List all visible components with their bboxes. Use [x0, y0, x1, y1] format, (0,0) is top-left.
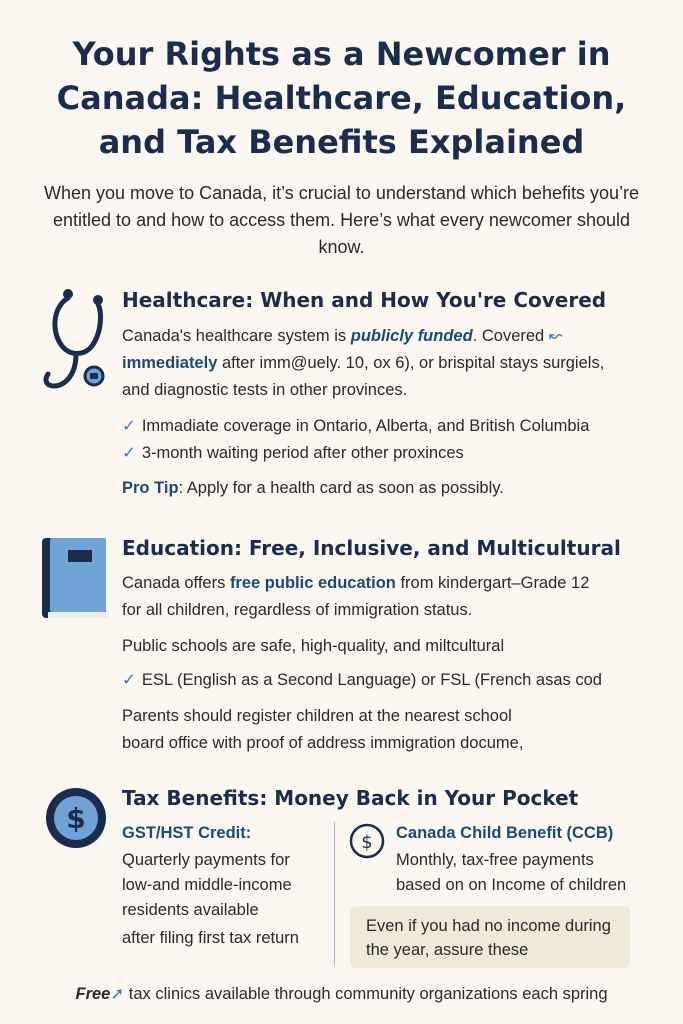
- education-text-line4: Parents should register children at the nearest school: [122, 707, 512, 725]
- gst-credit-line4: after filing first tax return: [122, 929, 299, 947]
- healthcare-text-line2: immediately after imm@uely. 10, ox 6), or brispital stays surgiels,: [122, 354, 605, 372]
- checkmark-icon: ✓: [122, 671, 136, 689]
- arrow-icon: ➚: [110, 985, 125, 1003]
- education-text-line3: Public schools are safe, high-quality, and miltcultural: [122, 637, 505, 655]
- education-text-line1: Canada offers free public education from kindergart–Grade 12: [122, 574, 590, 592]
- intro-paragraph: When you move to Canada, it’s crucial to understand which behefits you’re entitled to and how to access them. Here’s what every newcomer should know.: [44, 183, 639, 257]
- tax-note-box: [350, 906, 630, 968]
- education-check-1: ✓ ESL (English as a Second Language) or FSL (French asas cod: [122, 671, 602, 689]
- healthcare-pro-tip: Pro Tip: Apply for a health card as soon as possibly.: [122, 479, 504, 497]
- gst-credit-line2: low-and middle-income: [122, 876, 292, 894]
- education-text-line2: for all children, regardless of immigration status.: [122, 601, 473, 619]
- checkmark-icon: ✓: [122, 417, 136, 435]
- healthcare-text-line3: and diagnostic tests in other provinces.: [122, 381, 408, 399]
- education-text-line5: board office with proof of address immigration docume,: [122, 734, 524, 752]
- page-title: Your Rights as a Newcomer in Canada: Healthcare, Education, and Tax Benefits Explained: [56, 35, 627, 161]
- ccb-heading: Canada Child Benefit (CCB): [396, 824, 614, 842]
- svg-text:$: $: [66, 802, 86, 835]
- ccb-line2: based on on Income of children: [396, 876, 627, 894]
- healthcare-check-2: ✓ 3-month waiting period after other proxinces: [122, 444, 464, 462]
- gst-credit-heading: GST/HST Credit:: [122, 824, 252, 842]
- healthcare-heading: Healthcare: When and How You're Covered: [122, 288, 607, 312]
- dollar-circle-icon: [348, 822, 386, 860]
- dollar-coin-icon: [44, 786, 108, 850]
- education-heading: Education: Free, Inclusive, and Multicultural: [122, 536, 621, 560]
- gst-credit-line3: residents available: [122, 901, 259, 919]
- gst-credit-line1: Quarterly payments for: [122, 851, 290, 869]
- book-icon: [40, 534, 112, 624]
- footer-note: Free➚ tax clinics available through community organizations each spring: [75, 985, 608, 1003]
- healthcare-text-line1: Canada's healthcare system is publicly funded. Covered ↜: [122, 327, 563, 345]
- healthcare-check-1: ✓ Immadiate coverage in Ontario, Alberta, and British Columbia: [122, 417, 590, 435]
- ccb-line1: Monthly, tax-free payments: [396, 851, 594, 869]
- tax-note-text: Even if you had no income during the year, assure these: [366, 917, 611, 959]
- column-divider: [334, 822, 335, 966]
- tax-heading: Tax Benefits: Money Back in Your Pocket: [122, 786, 579, 810]
- checkmark-icon: ✓: [122, 444, 136, 462]
- stethoscope-icon: [40, 286, 112, 398]
- svg-text:$: $: [361, 832, 373, 853]
